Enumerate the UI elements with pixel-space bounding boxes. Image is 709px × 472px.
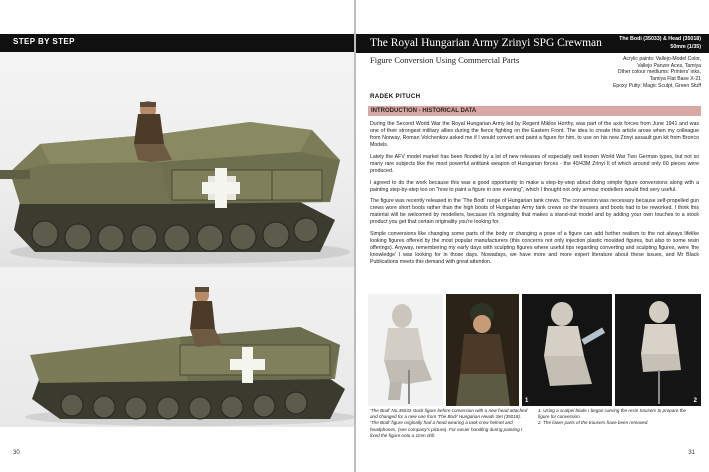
photo-number: 2 (693, 398, 697, 404)
model-info (619, 35, 701, 51)
left-page (0, 0, 354, 472)
body-paragraph: Simple conversions like changing some parts of the body or changing a pose of a figure can add further realism to the not always lifelike looking figures offered by the most popular manufacturers (this concerns not only injection plastic moulded figures, but also to some resin offerings). Anyway, remembering my early days with sculpting figures where useful tips regarding converting and sculpting figures, were 'the knowledge' I was looking for in those days. Nowadays, we have more and more expert literature about these issues, and Mr Black Publications meets this demand with great attention. (370, 230, 699, 266)
photo-number: 1 (525, 398, 529, 404)
crewman-figure-top (134, 101, 172, 162)
paints-line: Tamiya Flat Base X-21 (649, 76, 701, 83)
photo-strip (368, 294, 701, 406)
stock-figure-photo (368, 294, 443, 406)
carving-trousers-photo (522, 294, 612, 406)
paints-line: Other colour mediums: Printers' inks, (617, 69, 701, 76)
paints-line: Vallejo Panzer Aces, Tamiya (637, 62, 701, 69)
photo-caption-stock-figure: 'The Bodi' No.35033 stock figure before conversion with a new head attached and changed for a new one from 'The Bodi' Hungarian Heads Set (35018). 'The Bodi' figure originally had a head wearing a tank crew helmet and headphones, (see company's picture). For easier handling during painting I fixed the figure onto a 1mm drill. (370, 408, 528, 438)
section-heading: INTRODUCTION - HISTORICAL DATA (371, 107, 477, 114)
crewman-figure-bottom (190, 287, 222, 347)
photo-caption-steps: 1. Using a scalpel blade I began carving the resin trousers to prepare the figure for conversion. 2. The lower parts of the trousers have been removed. (538, 408, 687, 426)
model-name: The Bodi (35033) & Head (35018) (619, 36, 701, 42)
page-number-right: 31 (688, 450, 695, 456)
company-picture-photo (446, 294, 519, 406)
body-paragraph: Lately the AFV model market has been flooded by a lot of new releases of especially well known World War Two German types, but not so many rare subjects like the most powerful antitank weapon of Hungarian forces - the 40/43M Zrinyi II of which around only 60 pieces were produced. (370, 153, 699, 174)
section-heading-bar (368, 106, 701, 116)
author-name: RADEK PITUCH (370, 93, 421, 100)
right-header-bar (356, 34, 709, 53)
article-title: The Royal Hungarian Army Zrinyi SPG Crewman (370, 37, 602, 49)
section-label: STEP BY STEP (13, 37, 75, 46)
tank-illustration-bottom (0, 267, 354, 427)
paints-list (551, 56, 701, 90)
article-body (370, 121, 699, 271)
body-paragraph: During the Second World War the Royal Hungarian Army led by Regent Miklos Horthy, was part of the axis forces from June 1941 and was one of their strongest military allies during the fierce fighting on the Eastern Front. The idea to create this article arose when my colleague from Norway, Roman Volchenkov asked me if I would convert and paint a figure for him, to use on his new Zrinyi assault gun kit from Bronco Models. (370, 121, 699, 149)
body-paragraph: The figure was recently released in the 'The Bodi' range of Hungarian tank crews. The conversion was necessary because self-propelled gun crews wore short boots rather than the high boots of Hungarian Army tank crews so the trousers and boots had to be reworked. I think this material will be welcomed by modellers, because it's originality that makes a stand-out model and by adding your own touches to a stock product you get that certain originality you're looking for. (370, 198, 699, 226)
body-paragraph: I agreed to do the work because this was a good opportunity to make a step-by-step about doing simple figure conversions along with a painting step-by-step too on "how to paint a figure in one evening", which I thought not only armour modellers would find very useful. (370, 179, 699, 193)
tank-photo-bottom (0, 267, 354, 427)
tank-illustration-top (0, 52, 354, 267)
paints-line: Epoxy Putty: Magic Sculpt, Green Stuff (613, 82, 701, 89)
right-page (356, 0, 709, 472)
model-scale: 50mm (1/35) (670, 44, 701, 50)
paints-line: Acrylic paints: Vallejo-Model Color, (622, 56, 701, 62)
left-header-bar (0, 34, 354, 52)
page-number-left: 30 (13, 450, 20, 456)
trousers-removed-photo (615, 294, 701, 406)
article-subtitle: Figure Conversion Using Commercial Parts (370, 55, 520, 65)
tank-photo-top (0, 52, 354, 267)
